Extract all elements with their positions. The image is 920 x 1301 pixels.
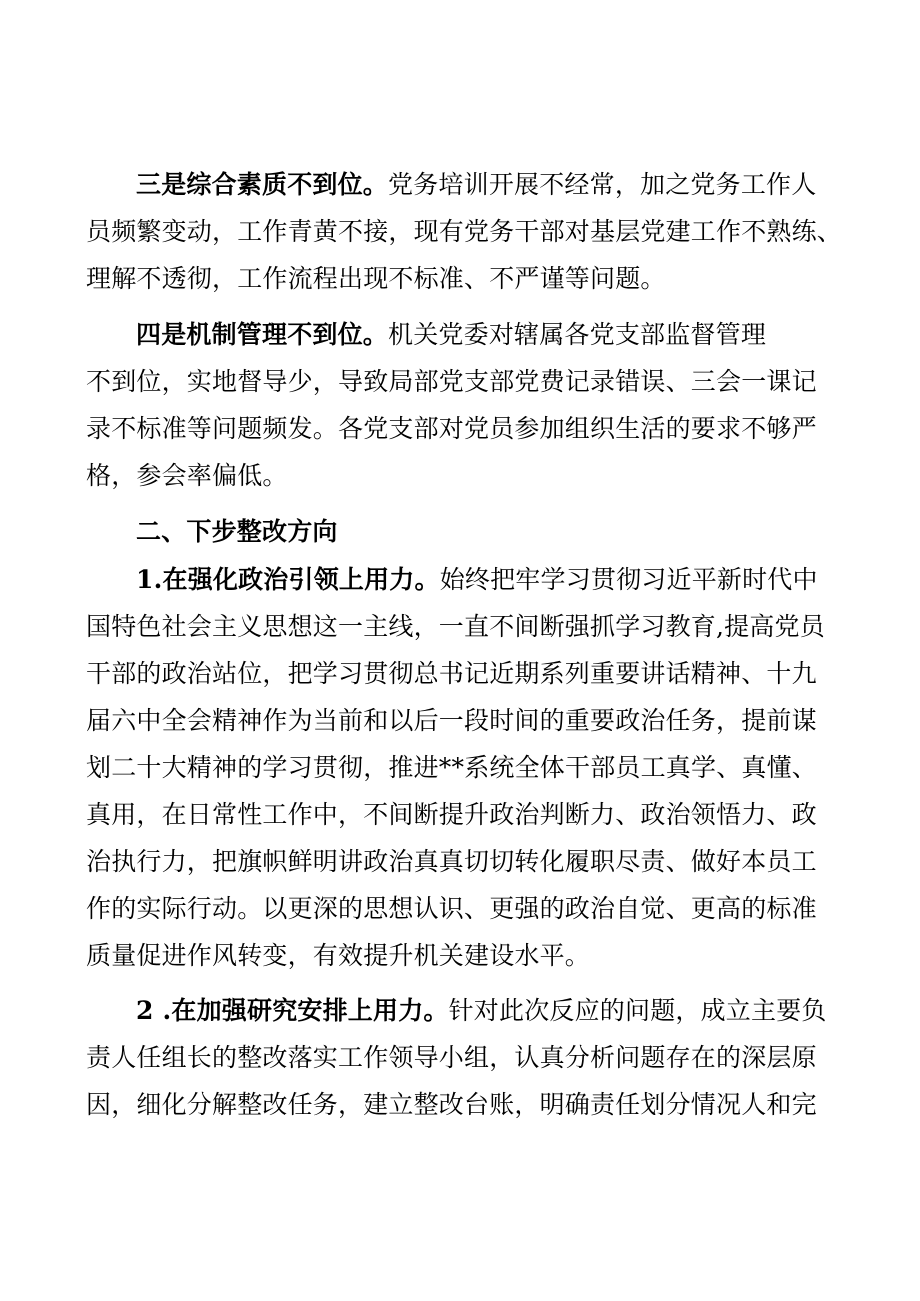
paragraph-3-lead: 1.在强化政治引领上用力。 xyxy=(136,565,440,594)
paragraph-3-line-9: 质量促进作风转变，有效提升机关建设水平。 xyxy=(86,941,591,970)
paragraph-1-line-2: 员频繁变动，工作青黄不接，现有党务干部对基层党建工作不熟练、 xyxy=(86,217,843,246)
paragraph-3-line-6: 真用，在日常性工作中，不间断提升政治判断力、政治领悟力、政 xyxy=(86,800,817,829)
paragraph-4-line-3: 因，细化分解整改任务，建立整改台账，明确责任划分情况人和完 xyxy=(86,1090,817,1119)
paragraph-2-lead: 四是机制管理不到位。 xyxy=(136,320,389,349)
paragraph-3-line-5: 划二十大精神的学习贯彻，推进**系统全体干部员工真学、真懂、 xyxy=(86,753,818,782)
paragraph-2-line-2: 不到位，实地督导少，导致局部党支部党费记录错误、三会一课记 xyxy=(86,367,817,396)
paragraph-1-lead: 三是综合素质不到位。 xyxy=(136,170,389,199)
paragraph-4-lead: 2 .在加强研究安排上用力。 xyxy=(136,996,449,1025)
paragraph-2-line-1-text: 机关党委对辖属各党支部监督管理 xyxy=(388,320,767,349)
paragraph-3-line-1 xyxy=(136,565,818,595)
paragraph-3-line-8: 作的实际行动。以更深的思想认识、更强的政治自觉、更高的标准 xyxy=(86,894,817,923)
paragraph-3-line-1-text: 始终把牢学习贯彻习近平新时代中 xyxy=(439,565,818,594)
paragraph-1-line-3: 理解不透彻，工作流程出现不标准、不严谨等问题。 xyxy=(86,264,666,293)
paragraph-4-line-2: 责人任组长的整改落实工作领导小组，认真分析问题存在的深层原 xyxy=(86,1043,817,1072)
paragraph-4-line-1 xyxy=(136,996,827,1026)
paragraph-1-line-1-text: 党务培训开展不经常，加之党务工作人 xyxy=(388,170,817,199)
paragraph-3-line-4: 届六中全会精神作为当前和以后一段时间的重要政治任务，提前谋 xyxy=(86,706,817,735)
paragraph-1-line-1 xyxy=(136,170,816,200)
paragraph-3-line-7: 治执行力，把旗帜鲜明讲政治真真切切转化履职尽责、做好本员工 xyxy=(86,847,817,876)
paragraph-3-line-3: 干部的政治站位，把学习贯彻总书记近期系列重要讲话精神、十九 xyxy=(86,659,817,688)
paragraph-2-line-4: 格，参会率偏低。 xyxy=(86,461,288,490)
paragraph-2-line-3: 录不标准等问题频发。各党支部对党员参加组织生活的要求不够严 xyxy=(86,414,817,443)
paragraph-4-line-1-text: 针对此次反应的问题，成立主要负 xyxy=(448,996,827,1025)
paragraph-3-line-2: 国特色社会主义思想这一主线，一直不间断强抓学习教育,提高党员 xyxy=(86,612,825,641)
section-heading: 二、下步整改方向 xyxy=(136,517,338,546)
paragraph-2-line-1 xyxy=(136,320,766,350)
